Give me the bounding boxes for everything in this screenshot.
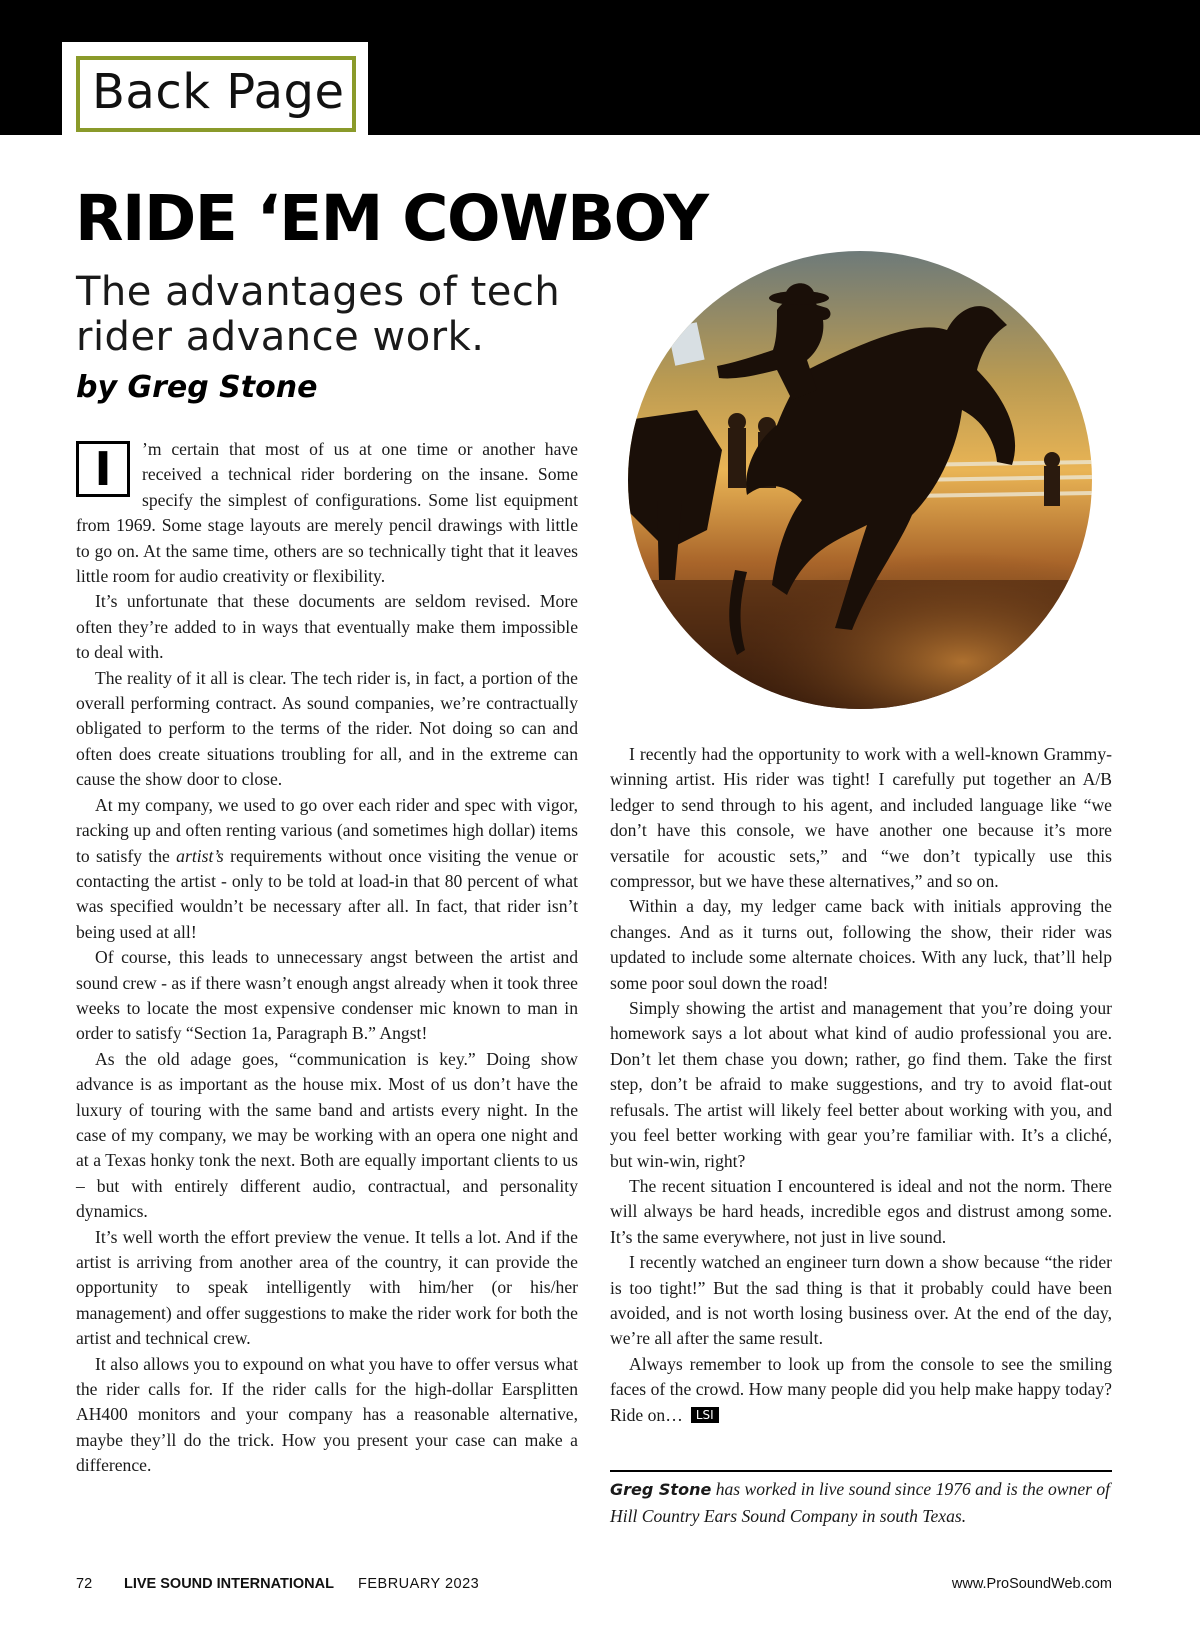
paragraph: At my company, we used to go over each rider and spec with vigor, racking up and often renting various (and sometimes high dollar) items to satisfy the artist’s requirements without once visiting the venue or contacting the artist - only to be told at load-in that 80 percent of what was specified wouldn’t be necessary after all. In fact, that rider isn’t being used at all! <box>76 794 578 942</box>
paragraph: It also allows you to expound on what you have to offer versus what the rider calls for. If the rider calls for the high-dollar Earsplitten AH400 monitors and your company has a reasonable alternative, maybe they’ll do the trick. How you present your case can make a difference. <box>76 1353 578 1476</box>
paragraph: Of course, this leads to unnecessary angst between the artist and sound crew - as if there wasn’t enough angst already when it took three weeks to locate the most expensive condenser mic known to man in order to satisfy “Section 1a, Paragraph B.” Angst! <box>76 947 578 1044</box>
bio-divider <box>610 1470 1112 1472</box>
paragraph: It’s well worth the effort preview the venue. It tells a lot. And if the artist is arriving from another area of the country, it can provide the opportunity to speak intelligently with him/her (or his/her management) and offer suggestions to make the rider work for both the artist and technical crew. <box>76 1226 578 1349</box>
page-number: 72 <box>76 1576 93 1592</box>
article-column-right <box>610 742 1112 1428</box>
article-column-left <box>76 437 578 1479</box>
bio-author-name: Greg Stone <box>610 1480 712 1499</box>
subtitle: The advantages of tech rider advance work. <box>76 269 561 360</box>
headline: RIDE ‘EM COWBOY <box>75 182 708 255</box>
paragraph: The reality of it all is clear. The tech rider is, in fact, a portion of the overall performing contract. As sound companies, we’re contractually obligated to perform to the terms of the rider. Not doing so can and often does create situations troubling for all, and in the extreme can cause the show door to close. <box>76 667 578 790</box>
paragraph: Simply showing the artist and management that you’re doing your homework says a lot about what kind of audio professional you are. Don’t let them chase you down; rather, go find them. Take the first step, don’t be afraid to make suggestions, and try to avoid flat-out refusals. The artist will likely feel better about working with you, and you feel better working with gear you’re familiar with. It’s a cliché, but win-win, right? <box>610 998 1112 1171</box>
paragraph: It’s unfortunate that these documents are seldom revised. More often they’re added to in ways that eventually make them impossible to deal with. <box>76 591 578 663</box>
paragraph: The recent situation I encountered is ideal and not the norm. There will always be hard heads, incredible egos and distrust among some. It’s the same everywhere, not just in live sound. <box>610 1175 1112 1247</box>
issue-date: FEBRUARY 2023 <box>358 1576 480 1592</box>
drop-cap: I <box>76 441 130 497</box>
author-bio: Greg Stone has worked in live sound since 1976 and is the owner of Hill Country Ears Sound Company in south Texas. <box>610 1479 1111 1526</box>
paragraph: Within a day, my ledger came back with initials approving the changes. And as it turns out, following the show, their rider was updated to include some alternate choices. With any luck, that’ll help some poor soul down the road! <box>610 896 1112 993</box>
end-badge: LSI <box>691 1407 719 1423</box>
section-label-box <box>76 56 356 132</box>
magazine-name: LIVE SOUND INTERNATIONAL <box>124 1576 334 1592</box>
emphasis: artist’s <box>176 845 224 866</box>
section-label: Back Page <box>92 64 345 120</box>
paragraph: I recently had the opportunity to work with a well-known Grammy-winning artist. His rider was tight! I carefully put together an A/B ledger to send through to his agent, and included language like “we don’t have this console, we have another one because it’s more versatile for acoustic sets,” and “we don’t typically use this compressor, but we have these alternatives,” and so on. <box>610 744 1112 892</box>
rodeo-photo <box>627 250 1093 710</box>
paragraph: I ’m certain that most of us at one time or another have received a technical rider bordering on the insane. Some specify the simplest of configurations. Some list equipment from 1969. Some stage layouts are merely pencil drawings with little to go on. At the same time, others are so technically tight that it leaves little room for audio creativity or flexibility. <box>76 439 578 587</box>
section-tab <box>62 42 368 140</box>
paragraph: As the old adage goes, “communication is key.” Doing show advance is as important as the house mix. Most of us don’t have the luxury of touring with the same band and artists every night. In the case of my company, we may be working with an opera one night and at a Texas honky tonk the next. Both are equally important clients to us – but with entirely different audio, contractual, and personality dynamics. <box>76 1048 578 1222</box>
website-url: www.ProSoundWeb.com <box>951 1576 1112 1592</box>
byline: by Greg Stone <box>76 370 318 405</box>
paragraph: Always remember to look up from the console to see the smiling faces of the crowd. How many people did you help make happy today? Ride on… LSI <box>610 1353 1112 1425</box>
paragraph: I recently watched an engineer turn down a show because “the rider is too tight!” But the sad thing is that it probably could have been avoided, and is not worth losing business over. At the end of the day, we’re all after the same result. <box>610 1252 1112 1349</box>
